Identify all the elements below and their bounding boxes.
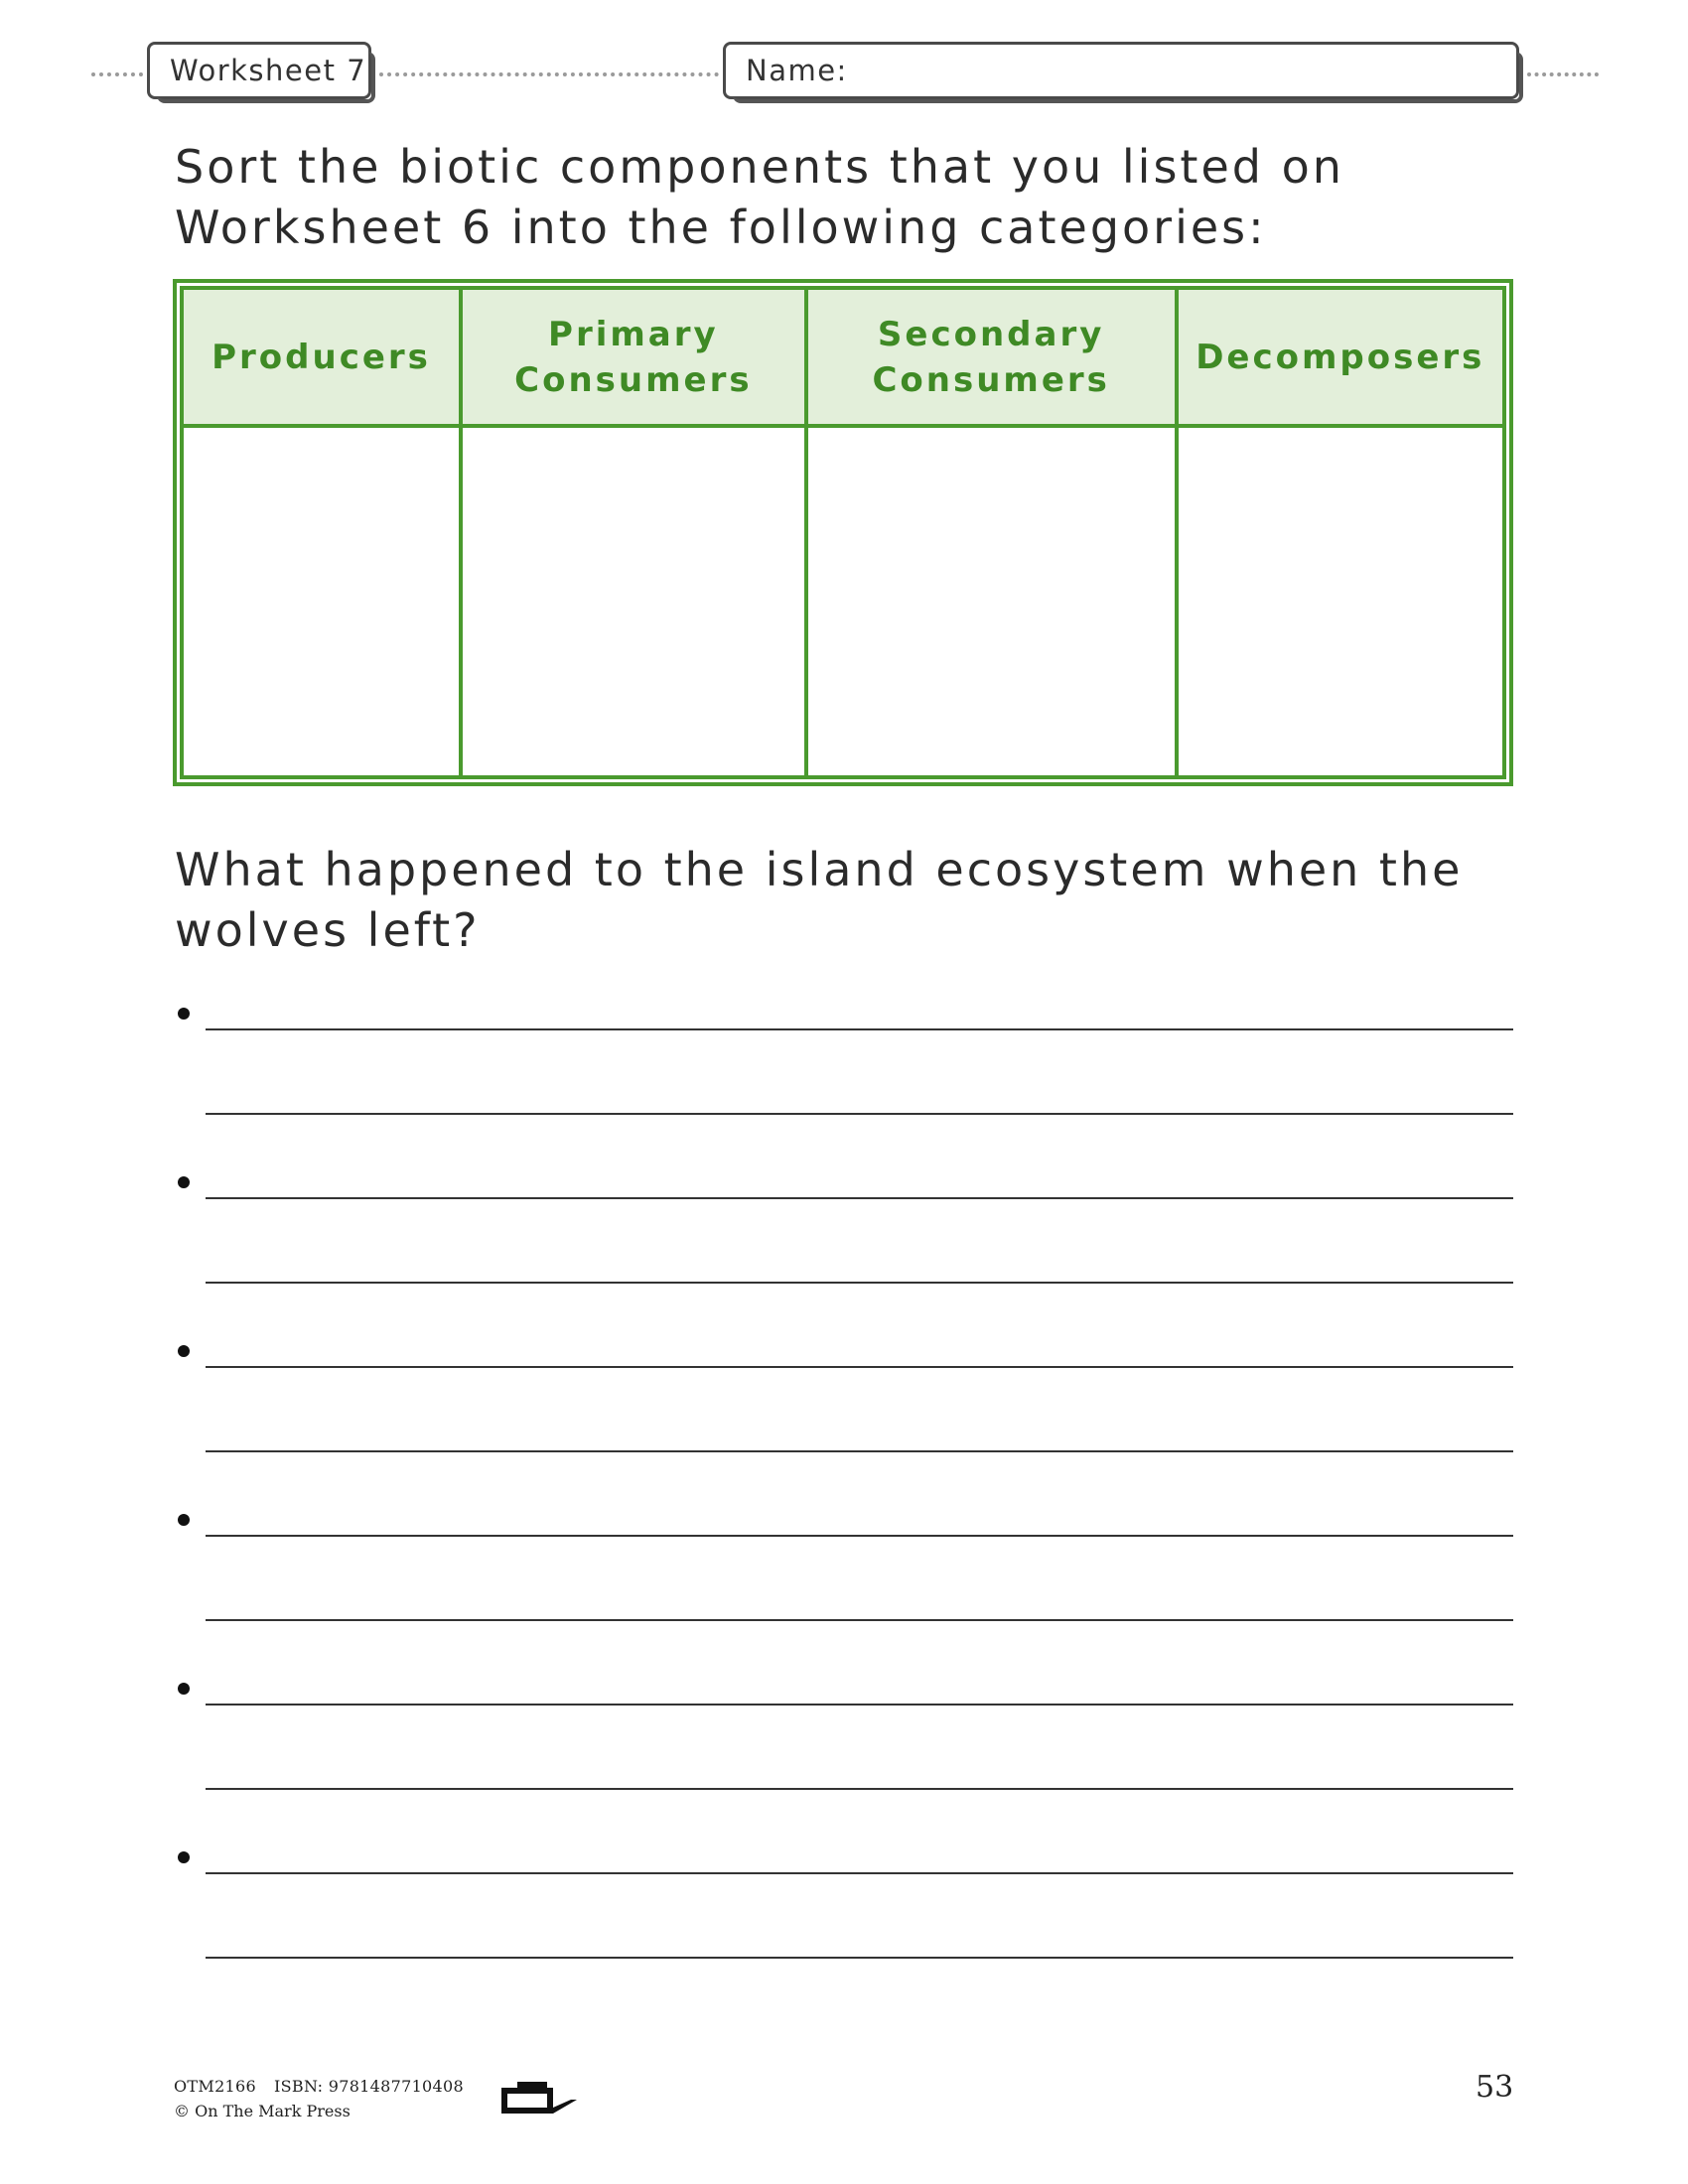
column-header-producers [182,288,461,426]
answer-line[interactable] [206,1450,1513,1452]
answer-line[interactable] [206,1957,1513,1959]
question-text: What happened to the island ecosystem when the wolves left? [175,843,1464,957]
product-code-line [174,2077,482,2096]
column-header-line: Primary [548,314,719,354]
answer-cell-primary-consumers[interactable] [461,426,806,777]
name-label: Name: [746,54,848,87]
answer-cell-decomposers[interactable] [1177,426,1504,777]
answer-line[interactable] [206,1366,1513,1368]
bullet-point [178,1683,190,1695]
answer-line[interactable] [206,1028,1513,1030]
answer-line[interactable] [206,1788,1513,1790]
copyright: © On The Mark Press [174,2102,351,2120]
worksheet-label-box [147,42,371,99]
bullet-point [178,1008,190,1020]
column-header-secondary-consumers [806,288,1177,426]
column-header-line: Decomposers [1196,337,1485,377]
answer-line[interactable] [206,1704,1513,1706]
isbn: ISBN: 9781487710408 [274,2077,464,2096]
answer-cell-secondary-consumers[interactable] [806,426,1177,777]
answer-line[interactable] [206,1619,1513,1621]
column-header-line: Consumers [872,359,1110,400]
column-header-primary-consumers [461,288,806,426]
sorting-table [173,279,1513,786]
header-dots-left [91,72,143,76]
column-header-decomposers [1177,288,1504,426]
answer-cell-producers[interactable] [182,426,461,777]
product-code: OTM2166 [174,2077,256,2096]
answer-line[interactable] [206,1282,1513,1284]
worksheet-label: Worksheet 7 [170,54,367,87]
header-dots-middle [379,72,719,76]
sort-instructions: Sort the biotic components that you listed on Worksheet 6 into the following categories: [175,140,1344,254]
bullet-point [178,1176,190,1188]
answer-line[interactable] [206,1535,1513,1537]
answer-line[interactable] [206,1872,1513,1874]
name-field[interactable] [723,42,1519,99]
bullet-point [178,1345,190,1357]
answer-line[interactable] [206,1197,1513,1199]
copier-icon [499,2078,579,2117]
answer-line[interactable] [206,1113,1513,1115]
bullet-point [178,1851,190,1863]
column-header-line: Producers [211,337,431,377]
header-dots-right [1527,72,1599,76]
bullet-point [178,1514,190,1526]
column-header-line: Consumers [514,359,753,400]
page-number: 53 [1476,2070,1514,2105]
column-header-line: Secondary [877,314,1105,354]
